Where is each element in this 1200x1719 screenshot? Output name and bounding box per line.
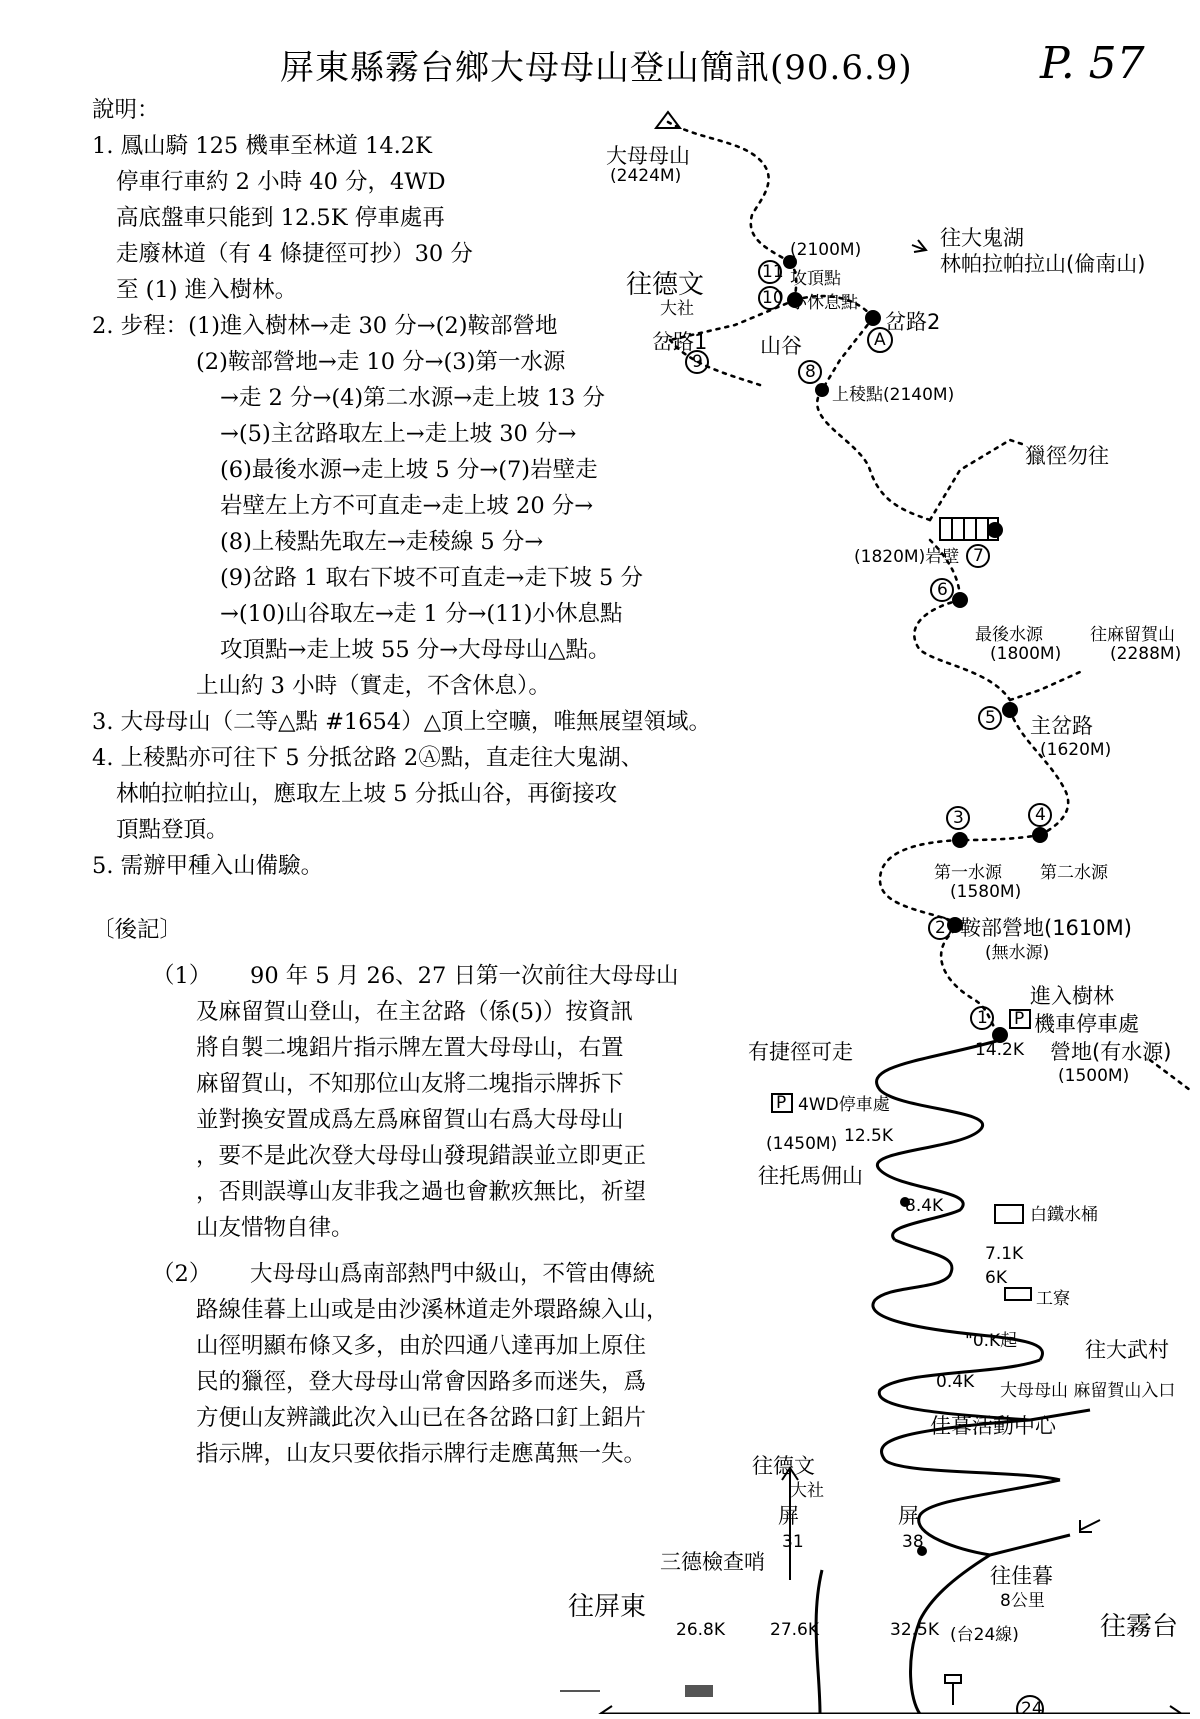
to-lake-label: 往大鬼湖 (940, 226, 1024, 250)
rest-point-label: 小休息點 (790, 293, 858, 313)
waypoint-6: 6 (937, 580, 948, 600)
to-pingtung-label: 往屏東 (568, 1592, 647, 1622)
4wd-park-elevation: (1450M) (766, 1134, 838, 1154)
description-line: →(10)山谷取左→走 1 分→(11)小休息點 (220, 601, 623, 627)
moto-camp-elevation: (1500M) (1058, 1066, 1130, 1086)
description-line: 3. 大母母山（二等△點 #1654）△頂上空曠，唯無展望領域。 (92, 709, 711, 735)
last-water-label: 最後水源 (975, 625, 1043, 645)
description-line: 頂點登頂。 (116, 817, 229, 843)
saddle-camp-note: (無水源) (985, 943, 1050, 963)
fork2-label: 岔路2 (885, 310, 941, 334)
main-fork-elevation: (1620M) (1040, 740, 1112, 760)
to-wutai-label: 往霧台 (1100, 1612, 1179, 1642)
postscript-line: 路線佳暮上山或是由沙溪林道走外環路線入山， (196, 1297, 669, 1323)
water1-label: 第一水源 (934, 863, 1002, 883)
iron-bucket-label: 白鐵水桶 (1030, 1205, 1098, 1225)
postscript-line: 指示牌，山友只要依指示牌行走應萬無一失。 (196, 1441, 647, 1467)
km-12-5: 12.5K (844, 1126, 893, 1146)
scan-mark (560, 1690, 600, 1692)
description-line: 至 (1) 進入樹林。 (116, 277, 298, 303)
postscript-item-number: （1） (152, 963, 212, 989)
parking-icon-4wd: P (776, 1093, 787, 1113)
attack-point-label: 攻頂點 (790, 269, 841, 289)
4wd-park-label: 4WD停車處 (798, 1095, 890, 1115)
description-line: 高底盤車只能到 12.5K 停車處再 (116, 205, 445, 231)
waypoint-7: 7 (973, 546, 984, 566)
ridge-point-label: 上稜點(2140M) (832, 385, 955, 405)
water1-elevation: (1580M) (950, 882, 1022, 902)
description-line: 停車行車約 2 小時 40 分，4WD (116, 169, 446, 195)
description-line: 走廢林道（有 4 條捷徑可抄）30 分 (116, 241, 473, 267)
page-number: P. 57 (1040, 38, 1145, 89)
postscript-line: 民的獵徑，登大母母山常會因路多而迷失，爲 (196, 1369, 647, 1395)
route-31-label: 屏 (778, 1504, 799, 1528)
to-maliuhe-label: 往麻留賀山 (1090, 625, 1175, 645)
moto-park-label: 機車停車處 (1034, 1012, 1139, 1036)
postscript-line: ，否則誤導山友非我之過也會歉疚無比，祈望 (196, 1179, 647, 1205)
description-line: (9)岔路 1 取右下坡不可直走→走下坡 5 分 (220, 565, 643, 591)
postscript-line: 麻留賀山，不知那位山友將二塊指示牌拆下 (196, 1071, 624, 1097)
description-line: 林帕拉帕拉山，應取左上坡 5 分抵山谷，再銜接攻 (116, 781, 618, 807)
km-27-6: 27.6K (770, 1620, 819, 1640)
saddle-camp-label: 鞍部營地(1610M) (960, 916, 1132, 940)
to-dawu-label: 往大武村 (1085, 1338, 1169, 1362)
km-8-4: 8.4K (905, 1196, 944, 1216)
water2-label: 第二水源 (1040, 863, 1108, 883)
km-6: 6K (985, 1268, 1007, 1288)
document-title: 屏東縣霧台鄉大母母山登山簡訊(90.6.9) (280, 48, 913, 88)
description-line: 岩壁左上方不可直走→走上坡 20 分→ (220, 493, 594, 519)
waypoint-8: 8 (805, 362, 816, 382)
km-32-5: 32.5K (890, 1620, 939, 1640)
summit-label: 大母母山 (606, 144, 690, 168)
description-line: →走 2 分→(4)第二水源→走上坡 13 分 (220, 385, 605, 411)
waypoint-11: 11 (762, 262, 784, 282)
waypoint-a: A (874, 330, 886, 350)
highway-24-badge: 24 (1021, 1699, 1043, 1719)
postscript-line: 及麻留賀山登山，在主岔路（係(5)）按資訊 (196, 999, 633, 1025)
waypoint-5: 5 (985, 708, 996, 728)
waypoint-2: 2 (935, 918, 946, 938)
hunter-trail-label: 獵徑勿往 (1025, 444, 1109, 468)
postscript-line: 大母母山爲南部熱門中級山，不管由傳統 (250, 1261, 656, 1287)
waypoint-1: 1 (977, 1008, 988, 1028)
waypoint-10: 10 (762, 288, 784, 308)
to-dewen-label-2: 大社 (660, 299, 694, 319)
waypoint-3: 3 (953, 808, 964, 828)
description-heading: 說明： (92, 97, 160, 123)
to-maliuhe-elevation: (2288M) (1110, 644, 1182, 664)
to-lake-label-2: 林帕拉帕拉山(倫南山) (940, 252, 1146, 276)
description-line: →(5)主岔路取左上→走上坡 30 分→ (220, 421, 577, 447)
postscript-line: 並對換安置成爲左爲麻留賀山右爲大母母山 (196, 1107, 624, 1133)
entrance-label: 大母母山 麻留賀山入口 (1000, 1381, 1176, 1401)
route-31-number: 31 (782, 1532, 804, 1552)
waypoint-9: 9 (692, 352, 703, 372)
jiamu-center-label: 佳暮活動中心 (930, 1414, 1056, 1438)
to-jiamu-label: 往佳暮 (990, 1564, 1053, 1588)
attack-elevation: (2100M) (790, 240, 862, 260)
description-line: 上山約 3 小時（實走，不含休息）。 (196, 673, 551, 699)
description-line: (2)鞍部營地→走 10 分→(3)第一水源 (196, 349, 566, 375)
summit-elevation: (2424M) (610, 166, 682, 186)
km-0: "0.K起 (965, 1331, 1018, 1351)
postscript-line: ，要不是此次登大母母山發現錯誤並立即更正 (196, 1143, 647, 1169)
shortcut-label: 有捷徑可走 (748, 1040, 853, 1064)
main-fork-label: 主岔路 (1030, 714, 1093, 738)
description-line: (6)最後水源→走上坡 5 分→(7)岩壁走 (220, 457, 598, 483)
to-jiamu-km: 8公里 (1000, 1591, 1045, 1611)
description-line: 5. 需辦甲種入山備驗。 (92, 853, 324, 879)
sande-checkpoint-label: 三德檢查哨 (660, 1550, 765, 1574)
description-line: 2. 步程：(1)進入樹林→走 30 分→(2)鞍部營地 (92, 313, 558, 339)
waypoint-4: 4 (1035, 805, 1046, 825)
postscript-item-number: （2） (152, 1261, 212, 1287)
description-line: 4. 上稜點亦可往下 5 分抵岔路 2Ⓐ點，直走往大鬼湖、 (92, 745, 644, 771)
parking-icon-moto: P (1014, 1009, 1025, 1029)
postscript-line: 方便山友辨識此次入山已在各岔路口釘上鋁片 (196, 1405, 647, 1431)
highway-24-label: (台24線) (950, 1625, 1019, 1645)
postscript-line: 山徑明顯布條又多，由於四通八達再加上原住 (196, 1333, 647, 1359)
description-line: (8)上稜點先取左→走稜線 5 分→ (220, 529, 544, 555)
last-water-elevation: (1800M) (990, 644, 1062, 664)
valley-label: 山谷 (760, 334, 802, 358)
to-dewen-label: 往德文 (626, 270, 705, 300)
hut-label: 工寮 (1036, 1289, 1070, 1309)
to-dewen-bottom-label-2: 大社 (790, 1481, 824, 1501)
km-7-1: 7.1K (985, 1244, 1024, 1264)
km-14-2: 14.2K (975, 1040, 1024, 1060)
postscript-line: 將自製二塊鋁片指示牌左置大母母山，右置 (196, 1035, 624, 1061)
postscript-line: 山友惜物自律。 (196, 1215, 354, 1241)
to-tuoma-label: 往托馬佣山 (758, 1164, 863, 1188)
postscript-heading: 〔後記〕 (92, 917, 183, 943)
enter-forest-label: 進入樹林 (1030, 984, 1114, 1008)
fork1-label: 岔路1 (652, 330, 708, 354)
moto-camp-label: 營地(有水源) (1050, 1040, 1172, 1064)
km-0-4: 0.4K (936, 1372, 975, 1392)
route-38-number: 38 (902, 1532, 924, 1552)
cliff-label: (1820M)岩壁 (854, 547, 960, 567)
to-dewen-bottom-label: 往德文 (752, 1454, 815, 1478)
route-38-label: 屏 (898, 1504, 919, 1528)
description-line: 攻頂點→走上坡 55 分→大母母山△點。 (220, 637, 611, 663)
postscript-line: 90 年 5 月 26、27 日第一次前往大母母山 (250, 963, 679, 989)
km-26-8: 26.8K (676, 1620, 725, 1640)
description-line: 1. 鳳山騎 125 機車至林道 14.2K (92, 133, 432, 159)
